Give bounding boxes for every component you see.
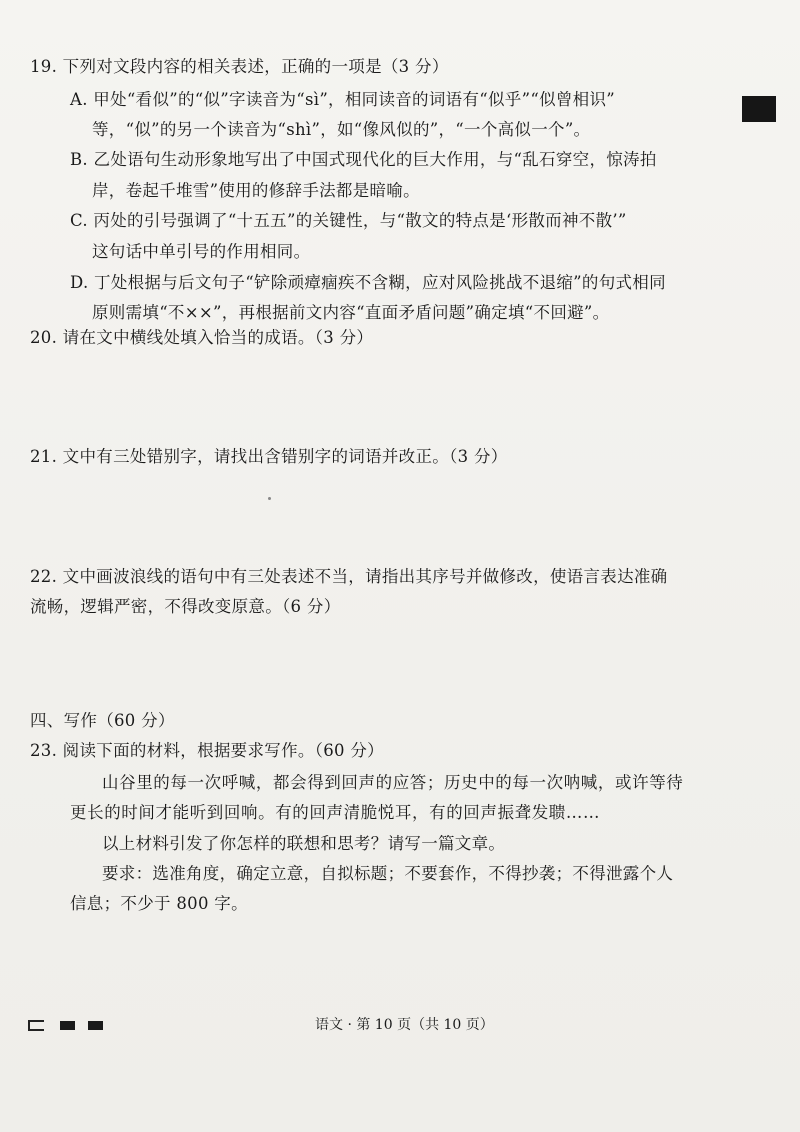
option-b-line2: 岸，卷起千堆雪”使用的修辞手法都是暗喻。	[92, 181, 420, 200]
material-line2: 更长的时间才能听到回响。有的回声清脆悦耳，有的回声振聋发聩……	[70, 803, 601, 822]
option-b-line1: B. 乙处语句生动形象地写出了中国式现代化的巨大作用，与“乱石穿空，惊涛拍	[70, 150, 657, 169]
question-20: 20. 请在文中横线处填入恰当的成语。（3 分）	[30, 328, 374, 347]
section-writing-heading: 四、写作（60 分）	[30, 711, 175, 730]
option-d-line2: 原则需填“不××”，再根据前文内容“直面矛盾问题”确定填“不回避”。	[92, 303, 610, 322]
option-c-line2: 这句话中单引号的作用相同。	[92, 242, 311, 261]
option-a-line2: 等，“似”的另一个读音为“shì”，如“像风似的”，“一个高似一个”。	[92, 120, 591, 139]
question-22-line2: 流畅，逻辑严密，不得改变原意。（6 分）	[30, 597, 341, 616]
question-19-stem: 19. 下列对文段内容的相关表述，正确的一项是（3 分）	[30, 57, 449, 76]
question-22-line1: 22. 文中画波浪线的语句中有三处表述不当，请指出其序号并做修改，使语言表达准确	[30, 567, 668, 586]
question-23-stem: 23. 阅读下面的材料，根据要求写作。（60 分）	[30, 741, 384, 760]
footer-block-mark	[60, 1021, 75, 1030]
option-d-line1: D. 丁处根据与后文句子“铲除顽瘴痼疾不含糊，应对风险挑战不退缩”的句式相同	[70, 273, 666, 292]
requirements-line1: 要求：选准角度，确定立意，自拟标题；不要套作，不得抄袭；不得泄露个人	[102, 864, 674, 883]
material-line3: 以上材料引发了你怎样的联想和思考？请写一篇文章。	[102, 834, 506, 853]
question-21: 21. 文中有三处错别字，请找出含错别字的词语并改正。（3 分）	[30, 447, 508, 466]
material-line1: 山谷里的每一次呼喊，都会得到回声的应答；历史中的每一次呐喊，或许等待	[102, 773, 684, 792]
scan-speck	[268, 497, 271, 500]
page-footer: 语文 · 第 10 页（共 10 页）	[315, 1017, 494, 1033]
footer-corner-mark	[28, 1020, 44, 1031]
requirements-line2: 信息；不少于 800 字。	[70, 894, 248, 913]
option-c-line1: C. 丙处的引号强调了“十五五”的关键性，与“散文的特点是‘形散而神不散’”	[70, 211, 627, 230]
footer-block-mark	[88, 1021, 103, 1030]
page-edge-marker	[742, 96, 776, 122]
option-a-line1: A. 甲处“看似”的“似”字读音为“sì”，相同读音的词语有“似乎”“似曾相识”	[70, 90, 616, 109]
